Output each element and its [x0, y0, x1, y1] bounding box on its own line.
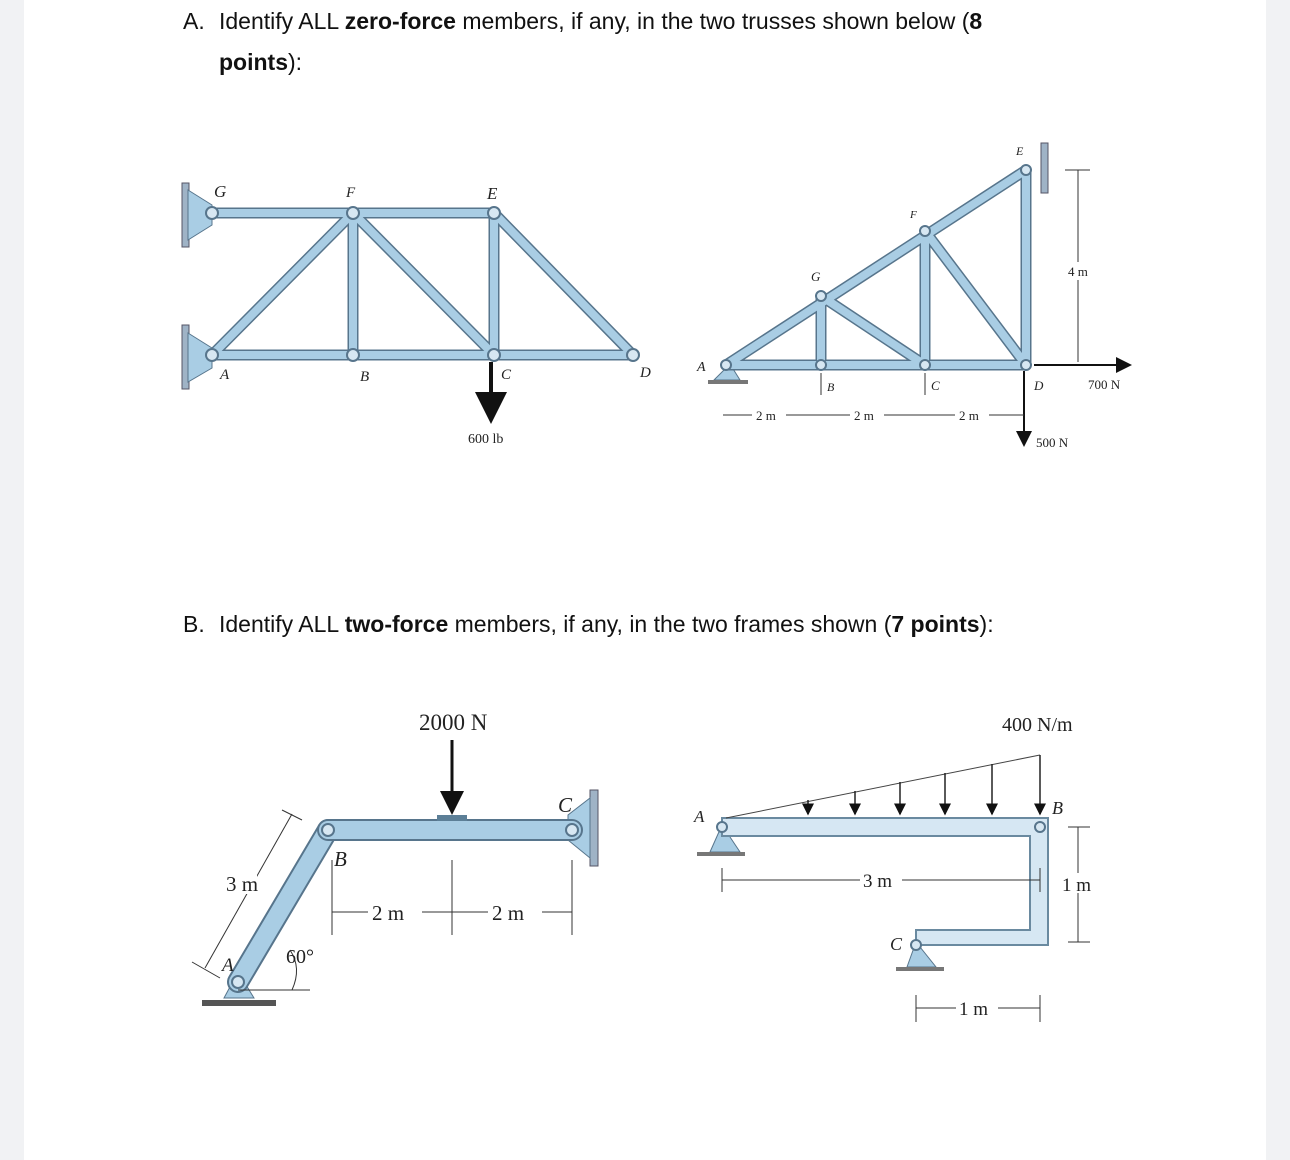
- joint-f-label: F: [346, 185, 356, 201]
- truss2-ground: [708, 380, 748, 384]
- joint-c-label: C: [501, 367, 512, 383]
- frame2-label-c: C: [890, 934, 903, 954]
- truss2-height: 4 m: [1068, 264, 1088, 279]
- question-b-text-3: ):: [979, 611, 994, 637]
- frame1-wall-c: [590, 790, 598, 866]
- question-a-label: A.: [183, 8, 205, 34]
- frame1-label-c: C: [558, 793, 573, 817]
- truss2-dim-3: 2 m: [959, 408, 979, 423]
- frame1-angle: 60°: [286, 946, 314, 968]
- frame2-load-line: [726, 755, 1040, 818]
- truss2-load-500n: 500 N: [1036, 435, 1069, 450]
- frame2-dim-1m-h: 1 m: [959, 999, 989, 1020]
- t2-joint-f: F: [910, 209, 917, 221]
- question-a-text-3: ):: [288, 49, 303, 75]
- truss2-dim-1: 2 m: [756, 408, 776, 423]
- frame2-dim-3m: 3 m: [863, 871, 893, 892]
- frame1-load-plate: [437, 815, 467, 821]
- frame1-label-a: A: [222, 955, 234, 976]
- truss-2: [696, 143, 1130, 450]
- frame2-ground-c: [896, 967, 944, 971]
- truss2-wall-e: [1041, 143, 1048, 193]
- member-ab: [238, 830, 328, 982]
- truss2-load-700n: 700 N: [1088, 377, 1121, 392]
- question-a-points-word: points: [219, 49, 288, 75]
- joint-a-label: A: [220, 367, 230, 383]
- question-b-text-2: members, if any, in the two frames shown (: [448, 611, 892, 637]
- frame1-dim-3m: 3 m: [226, 872, 259, 896]
- question-a-points-number: 8: [969, 8, 983, 34]
- truss1-load-label: 600 lb: [468, 432, 504, 447]
- question-a-text-2: members, if any, in the two trusses shown below (: [455, 8, 970, 34]
- frame2-dim-1m-v: 1 m: [1062, 875, 1092, 896]
- question-b-label: B.: [183, 611, 205, 637]
- frame2-label-a: A: [694, 807, 705, 826]
- member-af: [212, 213, 353, 355]
- member-ed: [494, 213, 633, 355]
- frame2-load-label: 400 N/m: [1002, 714, 1073, 736]
- joint-d-label: D: [640, 365, 651, 381]
- t2-joint-a: A: [697, 360, 706, 375]
- joint-b-label: B: [360, 369, 370, 385]
- truss-1: [182, 182, 651, 447]
- t2-joint-c: C: [931, 378, 940, 393]
- joint-g-label: G: [214, 182, 227, 201]
- frame2-ground-a: [697, 852, 745, 856]
- question-b-text-1: Identify ALL: [219, 611, 345, 637]
- frame1-label-b: B: [334, 847, 347, 871]
- question-b-bold-two-force: two-force: [344, 611, 449, 637]
- member-gc: [821, 296, 925, 365]
- member-fd: [925, 231, 1026, 365]
- t2-joint-b: B: [827, 380, 835, 394]
- truss2-members: [726, 170, 1026, 365]
- joint-e-label: E: [487, 184, 498, 203]
- t2-joint-e: E: [1016, 144, 1024, 158]
- question-a-bold-zero-force: zero-force: [344, 8, 456, 34]
- t2-joint-d: D: [1034, 378, 1044, 393]
- truss2-dim-2: 2 m: [854, 408, 874, 423]
- t2-joint-g: G: [811, 269, 821, 284]
- question-b-points: 7 points: [891, 611, 980, 637]
- frame-1: [192, 710, 598, 1006]
- frame1-dim-2m-1: 2 m: [372, 901, 405, 925]
- frame1-load-label: 2000 N: [419, 710, 488, 735]
- frame2-label-b: B: [1052, 798, 1063, 818]
- frame1-ground: [202, 1000, 276, 1006]
- frame-2: [693, 714, 1100, 1022]
- member-fc: [353, 213, 494, 355]
- frame2-load-arrows: [808, 755, 1040, 814]
- frame1-dim-2m-2: 2 m: [492, 901, 525, 925]
- question-a-text-1: Identify ALL: [219, 8, 345, 34]
